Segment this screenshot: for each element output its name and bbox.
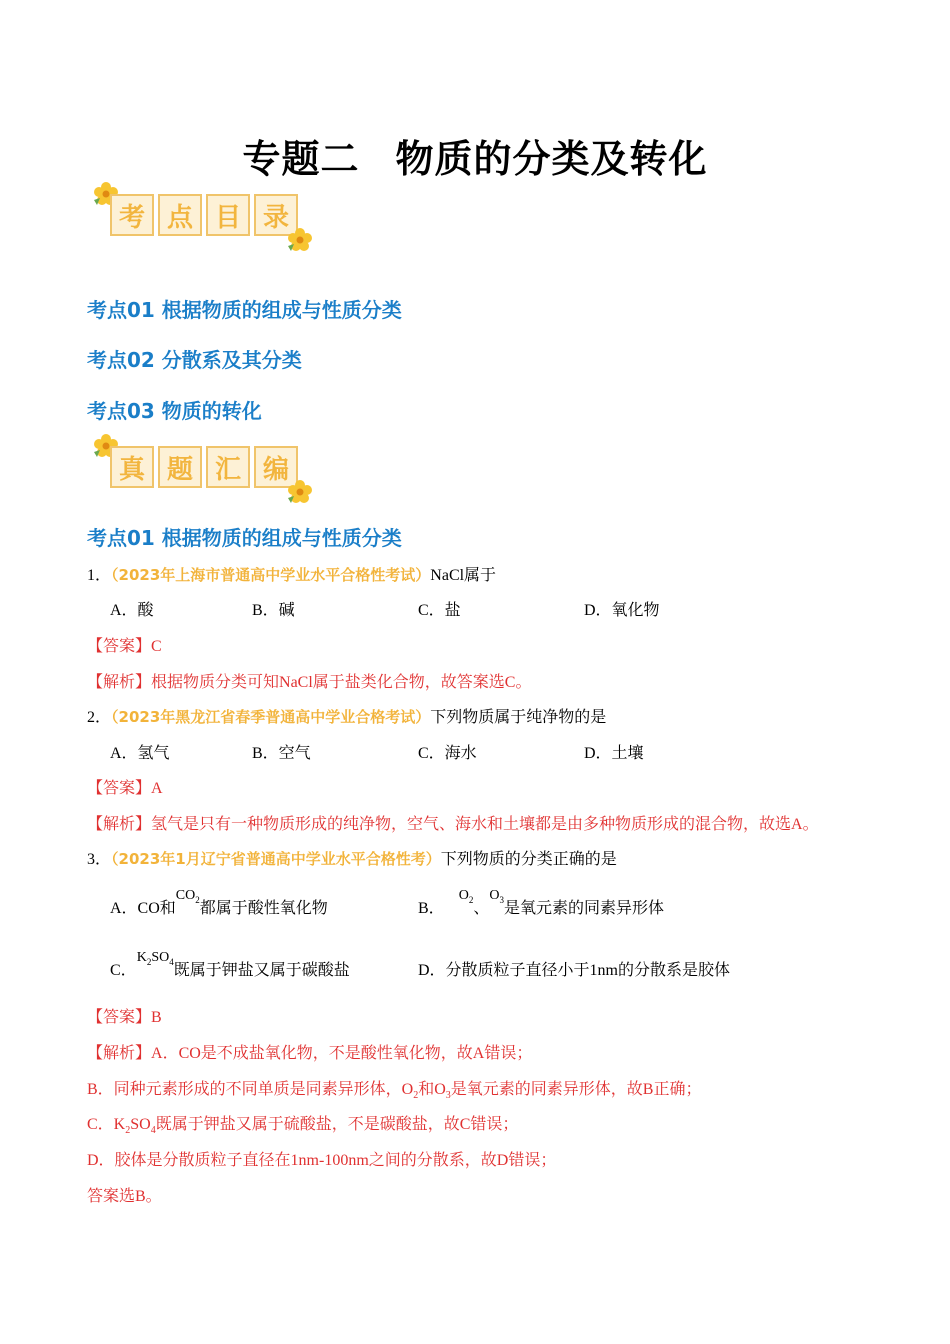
answer-2: 【答案】A: [87, 780, 163, 797]
flower-icon: [286, 478, 314, 506]
question-number: 3．: [87, 851, 112, 868]
title-part2: 物质的分类及转化: [395, 137, 708, 181]
banner-char: 录: [254, 194, 298, 236]
analysis-3-line-a: 【解析】A．CO是不成盐氧化物，不是酸性氧化物，故A错误；: [87, 1045, 533, 1062]
banner-char: 考: [110, 194, 154, 236]
title-part1: 专题二: [242, 137, 360, 181]
banner-char: 编: [254, 446, 298, 488]
option-a[interactable]: A．酸: [110, 602, 154, 619]
flower-icon: [286, 226, 314, 254]
analysis-3-line-c: C．$K_2SO_4$既属于钾盐又属于硫酸盐，不是碳酸盐，故C错误；: [87, 1116, 519, 1137]
page-title: [0, 128, 950, 183]
banner-char: 题: [158, 446, 202, 488]
banner-char: 点: [158, 194, 202, 236]
option-b[interactable]: B．碱: [252, 602, 295, 619]
analysis-2: 【解析】氢气是只有一种物质形成的纯净物，空气、海水和土壤都是由多种物质形成的混合物，故选A。: [87, 816, 819, 833]
toc-item-03[interactable]: 考点03 物质的转化: [87, 399, 262, 423]
option-c[interactable]: C．盐: [418, 602, 461, 619]
banner-char: 汇: [206, 446, 250, 488]
option-d[interactable]: D．氧化物: [584, 602, 660, 619]
section-heading: 考点01 根据物质的组成与性质分类: [87, 526, 402, 550]
option-c[interactable]: C．海水: [418, 745, 477, 762]
question-2-stem: [87, 704, 606, 727]
option-a[interactable]: A．氢气: [110, 745, 170, 762]
banner-char: 目: [206, 194, 250, 236]
option-d[interactable]: D．分散质粒子直径小于1nm的分散系是胶体: [418, 962, 731, 979]
question-text: 下列物质的分类正确的是: [440, 851, 617, 868]
toc-item-01[interactable]: 考点01 根据物质的组成与性质分类: [87, 298, 402, 322]
option-d[interactable]: D．土壤: [584, 745, 644, 762]
analysis-3-line-b: B．同种元素形成的不同单质是同素异形体，$O_2$和$O_3$是氧元素的同素异形体，故B正确；: [87, 1081, 702, 1102]
banner-char: 真: [110, 446, 154, 488]
option-c[interactable]: C．$K_2SO_4$既属于钾盐又属于碳酸盐: [110, 950, 350, 979]
question-source: （2023年上海市普通高中学业水平合格性考试）: [111, 566, 431, 584]
question-text: NaCl属于: [430, 567, 497, 584]
question-1-stem: [87, 562, 496, 585]
option-b[interactable]: B．空气: [252, 745, 311, 762]
analysis-1: 【解析】根据物质分类可知NaCl属于盐类化合物，故答案选C。: [87, 674, 532, 691]
banner-toc: [90, 180, 320, 250]
question-number: 2．: [87, 709, 112, 726]
option-a[interactable]: A．CO和$CO_2$都属于酸性氧化物: [110, 888, 328, 917]
answer-3: 【答案】B: [87, 1009, 162, 1026]
analysis-3-conclusion: 答案选B。: [87, 1188, 162, 1205]
question-source: （2023年1月辽宁省普通高中学业水平合格性考）: [111, 850, 441, 868]
answer-1: 【答案】C: [87, 638, 162, 655]
analysis-3-line-d: D．胶体是分散质粒子直径在1nm-100nm之间的分散系，故D错误；: [87, 1152, 557, 1169]
option-b[interactable]: B．$O_2$、$O_3$是氧元素的同素异形体: [418, 888, 664, 917]
toc-item-02[interactable]: 考点02 分散系及其分类: [87, 348, 302, 372]
question-source: （2023年黑龙江省春季普通高中学业合格考试）: [111, 708, 431, 726]
question-3-stem: [87, 846, 617, 869]
question-number: 1．: [87, 567, 112, 584]
banner-questions: [90, 432, 320, 502]
question-text: 下列物质属于纯净物的是: [430, 709, 607, 726]
